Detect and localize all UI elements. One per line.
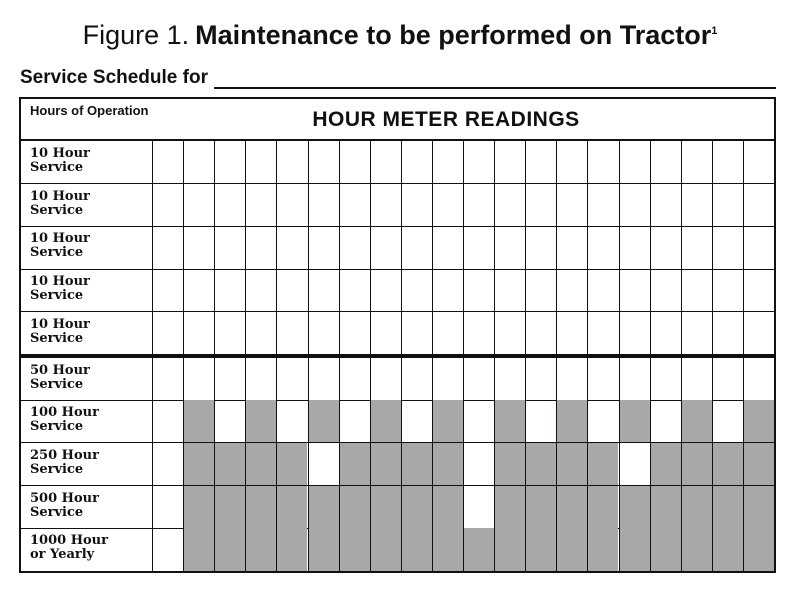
- figure-heading-text: Maintenance to be performed on Tractor: [195, 20, 712, 50]
- shaded-cell: [214, 486, 245, 529]
- shaded-cell: [587, 486, 618, 529]
- grid-column-line: [587, 269, 588, 312]
- grid-column-line: [650, 400, 651, 443]
- shaded-cell: [276, 443, 307, 486]
- figure-number: Figure 1.: [82, 20, 190, 50]
- shaded-cell: [587, 443, 618, 486]
- grid-column-line: [370, 400, 371, 443]
- service-schedule-label: Service Schedule for: [20, 67, 208, 88]
- grid-column-line: [681, 528, 682, 571]
- grid-column-line: [712, 358, 713, 401]
- service-schedule-line: [20, 65, 776, 89]
- grid-column-line: [183, 184, 184, 227]
- grid-column-line: [463, 312, 464, 355]
- grid-column-line: [556, 141, 557, 184]
- grid-column-line: [401, 400, 402, 443]
- grid-column-line: [401, 443, 402, 486]
- shaded-cell: [525, 528, 556, 571]
- grid-column-line: [432, 269, 433, 312]
- grid-column-line: [339, 528, 340, 571]
- grid-column-line: [152, 400, 153, 443]
- grid-column-line: [183, 486, 184, 529]
- shaded-cell: [525, 443, 556, 486]
- grid-column-line: [152, 226, 153, 269]
- grid-column-line: [401, 184, 402, 227]
- service-row-label: 10 Hour Service: [30, 274, 90, 304]
- shaded-cell: [432, 528, 463, 571]
- grid-column-line: [743, 269, 744, 312]
- grid-column-line: [370, 358, 371, 401]
- figure-heading: [195, 20, 717, 50]
- grid-column-line: [339, 312, 340, 355]
- grid-column-line: [339, 443, 340, 486]
- grid-column-line: [681, 486, 682, 529]
- grid-column-line: [401, 528, 402, 571]
- grid-column-line: [556, 486, 557, 529]
- grid-column-line: [370, 226, 371, 269]
- grid-column-line: [743, 312, 744, 355]
- service-row: [21, 184, 774, 227]
- grid-column-line: [525, 528, 526, 571]
- grid-column-line: [214, 400, 215, 443]
- grid-column-line: [525, 400, 526, 443]
- grid-column-line: [214, 358, 215, 401]
- shaded-cell: [525, 486, 556, 529]
- shaded-cell: [463, 528, 494, 571]
- shaded-cell: [370, 400, 401, 443]
- grid-column-line: [681, 358, 682, 401]
- grid-column-line: [370, 486, 371, 529]
- service-row-label: 100 Hour Service: [30, 405, 99, 435]
- service-row: [21, 443, 774, 486]
- grid-column-line: [494, 312, 495, 355]
- grid-column-line: [556, 443, 557, 486]
- grid-column-line: [587, 141, 588, 184]
- shaded-cell: [401, 443, 432, 486]
- grid-column-line: [587, 400, 588, 443]
- grid-column-line: [308, 184, 309, 227]
- grid-column-line: [339, 269, 340, 312]
- shaded-cell: [681, 486, 712, 529]
- shaded-cell: [432, 486, 463, 529]
- shaded-cell: [743, 443, 774, 486]
- grid-column-line: [432, 400, 433, 443]
- grid-column-line: [681, 269, 682, 312]
- grid-column-line: [743, 400, 744, 443]
- grid-column-line: [743, 141, 744, 184]
- grid-column-line: [494, 269, 495, 312]
- shaded-cell: [494, 400, 525, 443]
- grid-column-line: [525, 226, 526, 269]
- grid-column-line: [463, 141, 464, 184]
- shaded-cell: [245, 486, 276, 529]
- grid-column-line: [370, 269, 371, 312]
- shaded-cell: [619, 486, 650, 529]
- grid-column-line: [556, 312, 557, 355]
- grid-column-line: [712, 226, 713, 269]
- grid-column-line: [245, 184, 246, 227]
- shaded-cell: [308, 400, 339, 443]
- shaded-cell: [245, 400, 276, 443]
- shaded-cell: [183, 528, 214, 571]
- grid-column-line: [463, 184, 464, 227]
- grid-column-line: [494, 486, 495, 529]
- grid-column-line: [463, 269, 464, 312]
- grid-column-line: [463, 358, 464, 401]
- shaded-cell: [183, 486, 214, 529]
- grid-column-line: [276, 443, 277, 486]
- hour-meter-readings-header: HOUR METER READINGS: [312, 108, 580, 131]
- service-row-label: 50 Hour Service: [30, 362, 90, 392]
- grid-column-line: [276, 269, 277, 312]
- grid-column-line: [525, 184, 526, 227]
- grid-column-line: [525, 312, 526, 355]
- grid-column-line: [245, 528, 246, 571]
- grid-column-line: [494, 141, 495, 184]
- service-row: [21, 528, 774, 571]
- grid-column-line: [463, 226, 464, 269]
- shaded-cell: [743, 400, 774, 443]
- grid-column-line: [681, 443, 682, 486]
- shaded-cell: [650, 528, 681, 571]
- grid-column-line: [276, 486, 277, 529]
- grid-column-line: [183, 226, 184, 269]
- shaded-cell: [712, 528, 743, 571]
- shaded-cell: [339, 443, 370, 486]
- shaded-cell: [587, 528, 618, 571]
- grid-column-line: [743, 226, 744, 269]
- grid-column-line: [214, 528, 215, 571]
- shaded-cell: [712, 486, 743, 529]
- grid-column-line: [587, 528, 588, 571]
- shaded-cell: [339, 528, 370, 571]
- grid-column-line: [152, 528, 153, 571]
- grid-column-line: [401, 358, 402, 401]
- grid-column-line: [681, 226, 682, 269]
- shaded-cell: [619, 400, 650, 443]
- service-row: [21, 358, 774, 401]
- grid-column-line: [525, 443, 526, 486]
- shaded-cell: [681, 443, 712, 486]
- grid-column-line: [276, 358, 277, 401]
- grid-column-line: [432, 226, 433, 269]
- grid-column-line: [183, 528, 184, 571]
- grid-column-line: [308, 486, 309, 529]
- shaded-cell: [743, 486, 774, 529]
- shaded-cell: [245, 528, 276, 571]
- service-row-label: 500 Hour Service: [30, 490, 99, 520]
- grid-column-line: [214, 184, 215, 227]
- grid-column-line: [245, 486, 246, 529]
- grid-column-line: [245, 400, 246, 443]
- shaded-cell: [619, 528, 650, 571]
- grid-column-line: [650, 528, 651, 571]
- shaded-cell: [245, 443, 276, 486]
- grid-column-line: [339, 358, 340, 401]
- grid-column-line: [401, 226, 402, 269]
- shaded-cell: [556, 443, 587, 486]
- grid-column-line: [152, 443, 153, 486]
- shaded-cell: [556, 400, 587, 443]
- service-row: [21, 400, 774, 443]
- grid-column-line: [494, 400, 495, 443]
- shaded-cell: [743, 528, 774, 571]
- footnote-marker: 1: [711, 25, 718, 37]
- grid-column-line: [587, 312, 588, 355]
- grid-header: [21, 99, 774, 141]
- grid-column-line: [183, 443, 184, 486]
- grid-column-line: [152, 486, 153, 529]
- grid-column-line: [650, 443, 651, 486]
- grid-column-line: [681, 184, 682, 227]
- service-row-label: 1000 Hour or Yearly: [30, 533, 108, 563]
- grid-column-line: [494, 226, 495, 269]
- shaded-cell: [556, 528, 587, 571]
- service-row-label: 10 Hour Service: [30, 146, 90, 175]
- grid-column-line: [463, 528, 464, 571]
- grid-column-line: [525, 358, 526, 401]
- grid-column-line: [619, 226, 620, 269]
- grid-column-line: [494, 358, 495, 401]
- shaded-cell: [681, 400, 712, 443]
- service-row: [21, 141, 774, 184]
- grid-column-line: [245, 226, 246, 269]
- grid-column-line: [587, 226, 588, 269]
- grid-column-line: [743, 358, 744, 401]
- shaded-cell: [276, 528, 307, 571]
- grid-column-line: [214, 141, 215, 184]
- grid-column-line: [712, 269, 713, 312]
- grid-column-line: [276, 528, 277, 571]
- shaded-cell: [650, 443, 681, 486]
- grid-column-line: [525, 269, 526, 312]
- grid-column-line: [587, 358, 588, 401]
- shaded-cell: [494, 443, 525, 486]
- shaded-cell: [370, 486, 401, 529]
- grid-column-line: [183, 400, 184, 443]
- grid-column-line: [681, 312, 682, 355]
- grid-column-line: [339, 226, 340, 269]
- shaded-cell: [712, 443, 743, 486]
- grid-column-line: [463, 443, 464, 486]
- grid-column-line: [245, 141, 246, 184]
- shaded-cell: [339, 486, 370, 529]
- grid-column-line: [463, 400, 464, 443]
- grid-column-line: [432, 528, 433, 571]
- service-row-label: 250 Hour Service: [30, 447, 99, 477]
- grid-column-line: [370, 141, 371, 184]
- grid-column-line: [214, 312, 215, 355]
- grid-column-line: [152, 312, 153, 355]
- grid-column-line: [276, 312, 277, 355]
- grid-column-line: [619, 443, 620, 486]
- grid-column-line: [650, 226, 651, 269]
- grid-column-line: [152, 358, 153, 401]
- hours-of-operation-header: Hours of Operation: [30, 103, 149, 118]
- shaded-cell: [370, 443, 401, 486]
- grid-column-line: [308, 312, 309, 355]
- grid-column-line: [214, 269, 215, 312]
- grid-column-line: [339, 141, 340, 184]
- grid-column-line: [463, 486, 464, 529]
- grid-column-line: [245, 443, 246, 486]
- grid-column-line: [276, 184, 277, 227]
- shaded-cell: [214, 443, 245, 486]
- shaded-cell: [432, 400, 463, 443]
- service-schedule-blank[interactable]: [214, 67, 776, 89]
- grid-column-line: [587, 184, 588, 227]
- service-row-label: 10 Hour Service: [30, 231, 90, 261]
- grid-column-line: [619, 400, 620, 443]
- grid-column-line: [308, 443, 309, 486]
- grid-column-line: [401, 486, 402, 529]
- grid-column-line: [743, 528, 744, 571]
- maintenance-grid: [19, 97, 776, 573]
- service-row: [21, 226, 774, 269]
- shaded-cell: [183, 443, 214, 486]
- grid-column-line: [494, 528, 495, 571]
- service-row-label: 10 Hour Service: [30, 316, 90, 346]
- grid-column-line: [556, 528, 557, 571]
- grid-column-line: [276, 400, 277, 443]
- grid-column-line: [432, 312, 433, 355]
- shaded-cell: [494, 528, 525, 571]
- shaded-cell: [370, 528, 401, 571]
- grid-column-line: [650, 312, 651, 355]
- grid-column-line: [556, 269, 557, 312]
- grid-column-line: [308, 269, 309, 312]
- shaded-cell: [308, 486, 339, 529]
- service-row: [21, 269, 774, 312]
- shaded-cell: [214, 528, 245, 571]
- grid-column-line: [619, 528, 620, 571]
- grid-column-line: [494, 443, 495, 486]
- grid-column-line: [401, 141, 402, 184]
- grid-column-line: [587, 486, 588, 529]
- grid-column-line: [556, 400, 557, 443]
- grid-column-line: [183, 358, 184, 401]
- grid-column-line: [650, 141, 651, 184]
- grid-column-line: [681, 141, 682, 184]
- grid-column-line: [308, 141, 309, 184]
- figure-title: [0, 14, 800, 52]
- grid-column-line: [681, 400, 682, 443]
- grid-column-line: [339, 400, 340, 443]
- grid-column-line: [370, 528, 371, 571]
- grid-column-line: [619, 184, 620, 227]
- grid-column-line: [525, 486, 526, 529]
- grid-column-line: [245, 358, 246, 401]
- grid-column-line: [712, 528, 713, 571]
- grid-column-line: [308, 358, 309, 401]
- grid-column-line: [712, 400, 713, 443]
- grid-column-line: [276, 226, 277, 269]
- grid-column-line: [152, 269, 153, 312]
- grid-column-line: [432, 184, 433, 227]
- grid-column-line: [401, 312, 402, 355]
- grid-column-line: [712, 443, 713, 486]
- grid-column-line: [276, 141, 277, 184]
- grid-column-line: [401, 269, 402, 312]
- grid-column-line: [245, 312, 246, 355]
- shaded-cell: [401, 528, 432, 571]
- grid-column-line: [214, 486, 215, 529]
- grid-column-line: [308, 226, 309, 269]
- grid-column-line: [152, 184, 153, 227]
- grid-column-line: [650, 184, 651, 227]
- grid-column-line: [370, 443, 371, 486]
- grid-column-line: [619, 486, 620, 529]
- grid-column-line: [214, 443, 215, 486]
- grid-column-line: [619, 358, 620, 401]
- grid-column-line: [743, 486, 744, 529]
- grid-column-line: [619, 312, 620, 355]
- grid-column-line: [712, 184, 713, 227]
- grid-column-line: [650, 486, 651, 529]
- grid-column-line: [712, 141, 713, 184]
- grid-column-line: [370, 184, 371, 227]
- grid-column-line: [432, 141, 433, 184]
- shaded-cell: [276, 486, 307, 529]
- grid-column-line: [245, 269, 246, 312]
- grid-column-line: [494, 184, 495, 227]
- service-row-label: 10 Hour Service: [30, 188, 90, 218]
- grid-column-line: [308, 400, 309, 443]
- grid-column-line: [619, 141, 620, 184]
- grid-column-line: [556, 358, 557, 401]
- grid-column-line: [556, 184, 557, 227]
- grid-column-line: [432, 443, 433, 486]
- grid-column-line: [525, 141, 526, 184]
- grid-column-line: [587, 443, 588, 486]
- shaded-cell: [494, 486, 525, 529]
- grid-column-line: [432, 358, 433, 401]
- shaded-cell: [556, 486, 587, 529]
- grid-column-line: [712, 312, 713, 355]
- grid-column-line: [183, 312, 184, 355]
- grid-column-line: [432, 486, 433, 529]
- grid-column-line: [183, 269, 184, 312]
- shaded-cell: [308, 528, 339, 571]
- grid-column-line: [743, 184, 744, 227]
- shaded-cell: [650, 486, 681, 529]
- grid-column-line: [650, 358, 651, 401]
- service-row: [21, 486, 774, 529]
- shaded-cell: [183, 400, 214, 443]
- shaded-cell: [401, 486, 432, 529]
- grid-column-line: [556, 226, 557, 269]
- grid-column-line: [650, 269, 651, 312]
- grid-column-line: [339, 486, 340, 529]
- grid-column-line: [339, 184, 340, 227]
- grid-column-line: [370, 312, 371, 355]
- grid-column-line: [743, 443, 744, 486]
- grid-column-line: [214, 226, 215, 269]
- shaded-cell: [681, 528, 712, 571]
- grid-column-line: [308, 528, 309, 571]
- shaded-cell: [432, 443, 463, 486]
- grid-column-line: [712, 486, 713, 529]
- service-row: [21, 312, 774, 355]
- grid-column-line: [619, 269, 620, 312]
- grid-column-line: [152, 141, 153, 184]
- grid-column-line: [183, 141, 184, 184]
